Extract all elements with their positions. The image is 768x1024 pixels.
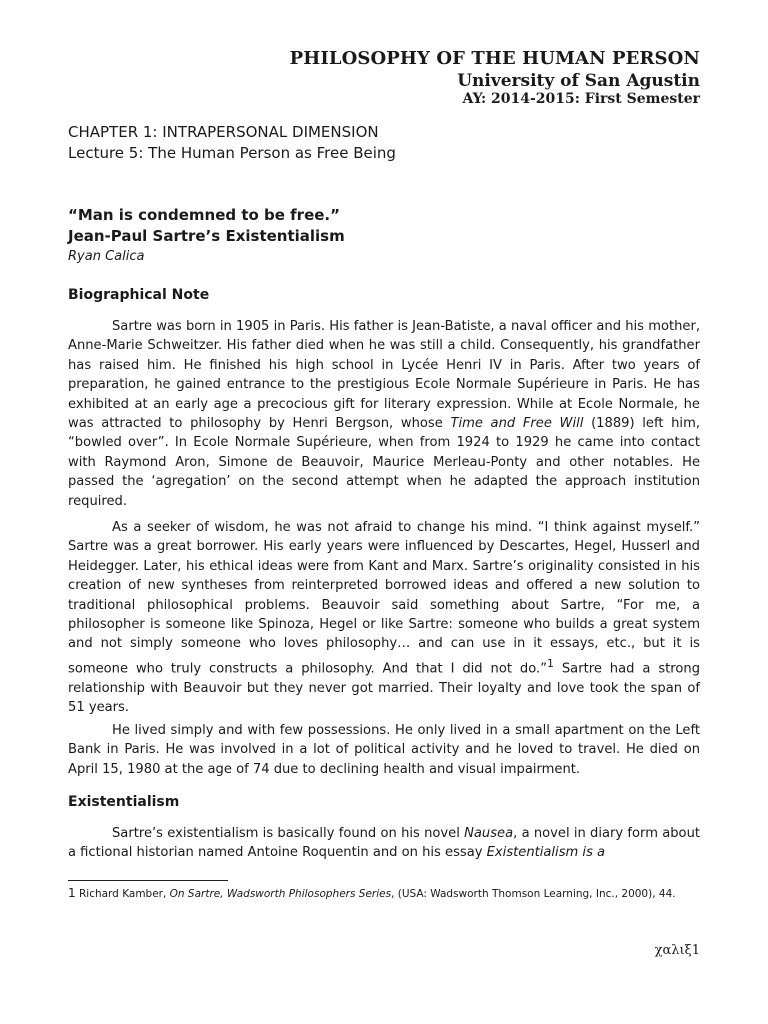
p2-text-a: As a seeker of wisdom, he was not afraid to change his mind. “I think against myself.” Sartre was a great borrower. His early years were influenced by Descartes, Hegel, Husserl and Heidegger. Later, his ethical ideas were from Kant and Marx. Sartre’s originality consisted in his creation of new syntheses from reinterpreted borrowed ideas and offered a new solution to traditional philosophical problems. Beauvoir said something about Sartre, “For me, a philosopher is someone like Spinoza, Hegel or like Sartre: someone who builds a great system and not simply someone who loves philosophy… and can use in it essays, etc., but it is someone who truly constructs a philosophy. And that I did not do.” <box>68 520 700 677</box>
paragraph-3 <box>68 721 700 779</box>
footnote-text-b: , (USA: Wadsworth Thomson Learning, Inc., 2000), 44. <box>391 888 676 900</box>
course-title: PHILOSOPHY OF THE HUMAN PERSON <box>289 48 700 69</box>
biographical-note-heading: Biographical Note <box>68 287 210 303</box>
quote-subtitle: Jean-Paul Sartre’s Existentialism <box>68 227 345 245</box>
footnote-divider <box>68 880 228 881</box>
lecture-title: Lecture 5: The Human Person as Free Being <box>68 144 396 162</box>
footnote-book-title: On Sartre, Wadsworth Philosophers Series <box>169 888 392 900</box>
paragraph-2 <box>68 518 700 717</box>
chapter-title: CHAPTER 1: INTRAPERSONAL DIMENSION <box>68 123 379 141</box>
existentialism-heading: Existentialism <box>68 794 180 810</box>
footnote <box>68 886 708 902</box>
p2-text-b: Sartre had a strong relationship with Beauvoir but they never got married. Their loyalty and love took the span of 51 years. <box>68 661 701 716</box>
p4-nausea-title: Nausea <box>464 826 514 841</box>
chapter-heading <box>68 122 708 164</box>
footnote-text-a: Richard Kamber, <box>75 888 170 900</box>
university-name: University of San Agustin <box>457 71 700 91</box>
page-number: χαλιξ1 <box>654 943 700 958</box>
p4-text-a: Sartre’s existentialism is basically found on his novel <box>112 826 465 841</box>
footnote-reference[interactable]: 1 <box>546 656 554 670</box>
p1-book-title: Time and Free Will <box>450 416 584 432</box>
quote-text: “Man is condemned to be free.” <box>68 206 340 224</box>
page-header <box>290 47 700 108</box>
footnote-number: 1 <box>68 886 76 900</box>
p4-text-b: , a novel in diary form about a fictional historian named Antoine Roquentin and on his essay <box>68 826 700 861</box>
p1-text-a: Sartre was born in 1905 in Paris. His father is Jean-Batiste, a naval officer and his mother, Anne-Marie Schweitzer. His father died when he was still a child. Consequently, his grandfather has raised him. He finished his high school in Lycée Henri IV in Paris. After two years of preparation, he gained entrance to the prestigious Ecole Normale Supérieure in Paris. He has exhibited at an early age a precocious gift for literary expression. While at Ecole Normale, he was attracted to philosophy by Henri Bergson, whose <box>68 319 700 432</box>
paragraph-4 <box>68 824 700 863</box>
author-name: Ryan Calica <box>68 249 145 264</box>
p3-text: He lived simply and with few possessions. He only lived in a small apartment on the Left Bank in Paris. He was involved in a lot of political activity and he loved to travel. He died on April 15, 1980 at the age of 74 due to declining health and visual impairment. <box>68 723 700 777</box>
academic-year: AY: 2014-2015: First Semester <box>462 91 700 107</box>
quote-block <box>68 205 708 266</box>
p4-essay-title: Existentialism is a <box>486 845 606 861</box>
p1-text-b: (1889) left him, “bowled over”. In Ecole Normale Supérieure, when from 1924 to 1929 he came into contact with Raymond Aron, Simone de Beauvoir, Maurice Merleau-Ponty and other notables. He passed the ‘agregation’ on the second attempt when he adapted the approach institution required. <box>68 416 700 509</box>
paragraph-1 <box>68 317 700 511</box>
